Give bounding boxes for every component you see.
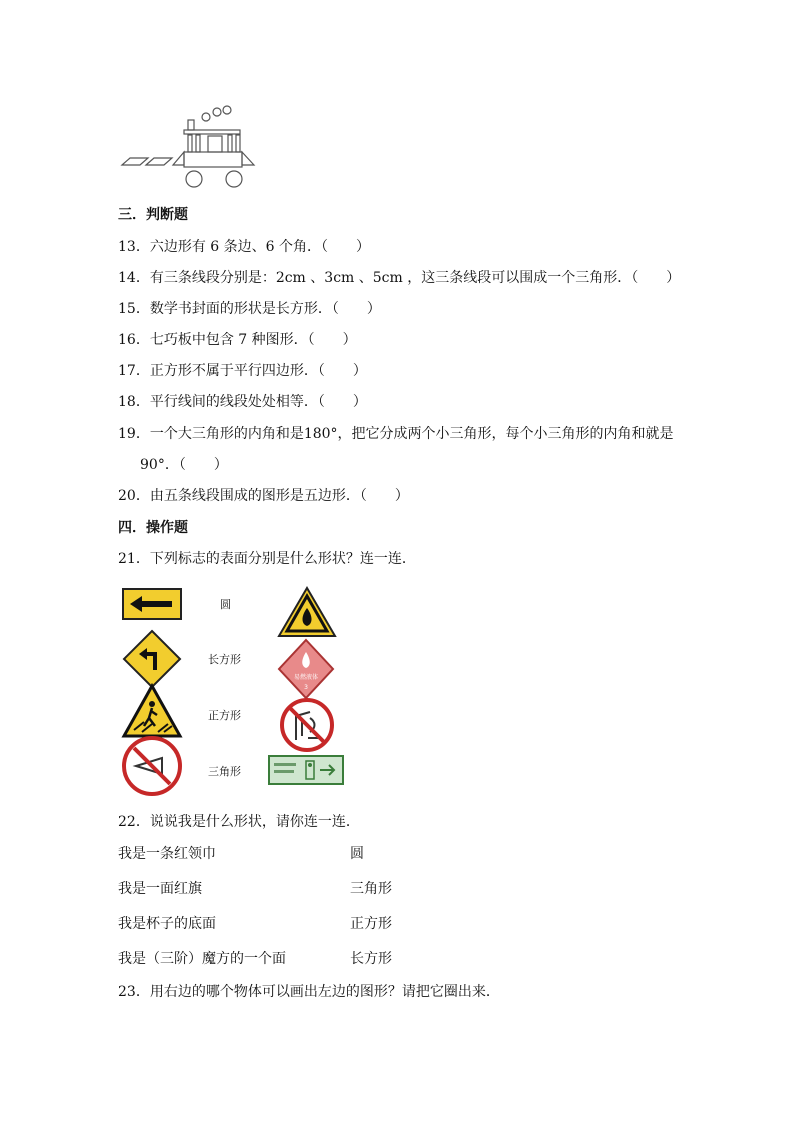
shape-label-circle: 圆 bbox=[220, 598, 231, 611]
wheel-circle bbox=[186, 171, 202, 187]
question-18: 18．平行线间的线段处处相等．（ ） bbox=[118, 394, 367, 410]
question-16: 16．七巧板中包含 7 种图形．（ ） bbox=[118, 332, 357, 348]
question-21-prompt: 21．下列标志的表面分别是什么形状？连一连． bbox=[118, 551, 416, 567]
parallelogram-2 bbox=[146, 158, 172, 165]
q22-shape-triangle: 三角形 bbox=[350, 881, 392, 897]
cab-post bbox=[236, 135, 240, 152]
section-3-heading: 三．判断题 bbox=[118, 207, 188, 223]
question-19-continued: 90°．（ ） bbox=[140, 457, 228, 473]
q22-item-scarf: 我是一条红领巾 bbox=[118, 846, 216, 862]
shape-label-rectangle: 长方形 bbox=[208, 653, 241, 666]
chimney-rect bbox=[188, 120, 194, 130]
exit-rect-sign bbox=[268, 755, 344, 785]
pedestrian-triangle-sign bbox=[122, 684, 182, 738]
question-17: 17．正方形不属于平行四边形．（ ） bbox=[118, 363, 367, 379]
front-trapezoid bbox=[173, 152, 184, 165]
q22-shape-square: 正方形 bbox=[350, 916, 392, 932]
q22-shape-rectangle: 长方形 bbox=[350, 951, 392, 967]
rear-triangle bbox=[242, 152, 254, 165]
cab-bar bbox=[184, 130, 240, 134]
cab-post bbox=[228, 135, 232, 152]
smoke-circle bbox=[213, 108, 221, 116]
question-14: 14．有三条线段分别是：2cm 、3cm 、5cm ，这三条线段可以围成一个三角形．（ ） bbox=[118, 270, 681, 286]
wheel-circle bbox=[226, 171, 242, 187]
q22-shape-circle: 圆 bbox=[350, 846, 364, 862]
cab-window bbox=[208, 136, 222, 152]
no-horn-circle-sign bbox=[122, 736, 182, 796]
question-23-prompt: 23．用右边的哪个物体可以画出左边的图形？请把它圈出来． bbox=[118, 984, 500, 1000]
cab-post bbox=[188, 135, 192, 152]
parallelogram-1 bbox=[122, 158, 148, 165]
question-20: 20．由五条线段围成的图形是五边形．（ ） bbox=[118, 488, 409, 504]
question-19: 19．一个大三角形的内角和是180°，把它分成两个小三角形，每个小三角形的内角和就是 bbox=[118, 426, 674, 442]
flammable-liquid-diamond-sign bbox=[277, 638, 335, 700]
body-rect bbox=[184, 152, 242, 167]
q22-item-cup-bottom: 我是杯子的底面 bbox=[118, 916, 216, 932]
question-13: 13．六边形有 6 条边、6 个角．（ ） bbox=[118, 239, 370, 255]
shape-label-square: 正方形 bbox=[208, 709, 241, 722]
shape-label-triangle: 三角形 bbox=[208, 765, 241, 778]
q22-item-cube-face: 我是（三阶）魔方的一个面 bbox=[118, 951, 286, 967]
turn-left-diamond-sign bbox=[123, 630, 181, 688]
no-entry-person-circle-sign bbox=[280, 698, 334, 752]
flammable-liquid-text: 易燃液体 bbox=[293, 674, 319, 681]
train-shapes-figure bbox=[118, 100, 288, 190]
left-arrow-rect-sign bbox=[122, 588, 182, 620]
class-number-text: 3 bbox=[304, 684, 308, 691]
smoke-circle bbox=[223, 106, 231, 114]
cab-post bbox=[196, 135, 200, 152]
section-4-heading: 四．操作题 bbox=[118, 520, 188, 536]
question-15: 15．数学书封面的形状是长方形．（ ） bbox=[118, 301, 381, 317]
question-22-prompt: 22．说说我是什么形状，请你连一连． bbox=[118, 814, 360, 830]
smoke-circle bbox=[202, 113, 210, 121]
flammable-triangle-sign bbox=[277, 586, 337, 638]
q22-item-flag: 我是一面红旗 bbox=[118, 881, 202, 897]
